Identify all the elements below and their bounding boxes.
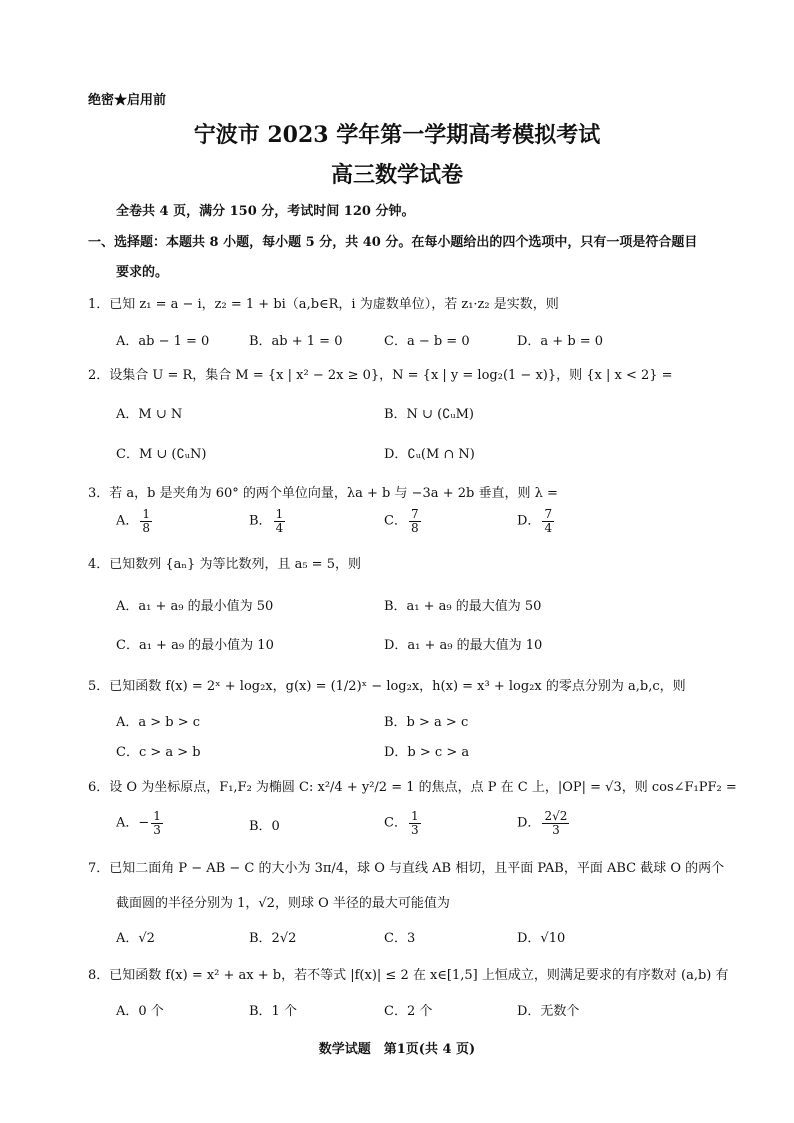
question-4-stem: 4．已知数列 {aₙ} 为等比数列，且 a₅ = 5，则: [88, 557, 361, 572]
q3-option-b-fraction: $\frac{1}{4}$: [275, 507, 284, 535]
q5-option-d: D．b > c > a: [384, 745, 470, 760]
q5-option-b: B．b > a > c: [384, 715, 469, 730]
q8-option-a: A．0 个: [116, 1004, 164, 1019]
q6-option-a-fraction: $\frac{1}{3}$: [153, 809, 161, 837]
q3-option-b-label: B．: [249, 513, 272, 529]
section-heading: 一、选择题：本题共 8 小题，每小题 5 分，共 40 分。在每小题给出的四个选项中，只有一项是符合题目: [88, 235, 698, 250]
confidential-label: 绝密★启用前: [88, 93, 167, 108]
q6-option-c: [384, 810, 423, 836]
q3-option-a-label: A．: [116, 513, 139, 529]
question-8-stem: 8．已知函数 f(x) = x² + ax + b，若不等式 |f(x)| ≤ 2 在 x∈[1,5] 上恒成立，则满足要求的有序数对 (a,b) 有: [88, 968, 729, 983]
q2-option-d: D．∁ᵤ(M ∩ N): [384, 447, 475, 462]
q1-option-a: A．ab − 1 = 0: [116, 334, 210, 349]
q6-option-c-label: C．: [384, 815, 407, 831]
question-6-stem: 6．设 O 为坐标原点，F₁,F₂ 为椭圆 C: x²/4 + y²/2 = 1 的焦点，点 P 在 C 上，|OP| = √3，则 cos∠F₁PF₂ =: [88, 780, 737, 795]
q6-option-a: [116, 810, 165, 836]
exam-instructions: 全卷共 4 页，满分 150 分，考试时间 120 分钟。: [116, 204, 415, 219]
q2-option-c: C．M ∪ (∁ᵤN): [116, 447, 207, 462]
question-1-stem: 1．已知 z₁ = a − i，z₂ = 1 + bi（a,b∈R，i 为虚数单位），若 z₁·z₂ 是实数，则: [88, 297, 559, 312]
q7-option-a: A．√2: [116, 931, 155, 946]
q4-option-d: D．a₁ + a₉ 的最大值为 10: [384, 638, 543, 653]
q1-option-c: C．a − b = 0: [384, 334, 470, 349]
q4-option-c: C．a₁ + a₉ 的最小值为 10: [116, 638, 274, 653]
q1-option-b: B．ab + 1 = 0: [249, 334, 343, 349]
q3-option-c-label: C．: [384, 513, 407, 529]
question-3-stem: 3．若 a，b 是夹角为 60° 的两个单位向量，λa + b 与 −3a + 2b 垂直，则 λ =: [88, 486, 558, 501]
page-footer: 数学试题 第1页(共 4 页): [318, 1042, 476, 1057]
q5-option-c: C．c > a > b: [116, 745, 201, 760]
q7-option-c: C．3: [384, 931, 416, 946]
q6-option-d-label: D．: [517, 815, 541, 831]
q6-option-a-label: A．−: [116, 815, 150, 831]
q3-option-d-fraction: $\frac{7}{4}$: [544, 507, 553, 535]
q8-option-b: B．1 个: [249, 1004, 297, 1019]
q3-option-b: [249, 508, 287, 534]
q6-option-c-fraction: $\frac{1}{3}$: [410, 809, 419, 837]
q4-option-a: A．a₁ + a₉ 的最小值为 50: [116, 599, 274, 614]
q8-option-c: C．2 个: [384, 1004, 433, 1019]
exam-subtitle: 高三数学试卷: [330, 162, 463, 188]
q2-option-a: A．M ∪ N: [116, 407, 183, 422]
q3-option-a: [116, 508, 154, 534]
q3-option-d: [517, 508, 556, 534]
q6-option-b-label: B．0: [249, 819, 280, 834]
question-2-stem: 2．设集合 U = R，集合 M = {x | x² − 2x ≥ 0}，N = {x | y = log₂(1 − x)}，则 {x | x < 2} =: [88, 368, 673, 383]
q6-option-d: [517, 810, 571, 836]
q2-option-b: B．N ∪ (∁ᵤM): [384, 407, 474, 422]
question-5-stem: 5．已知函数 f(x) = 2ˣ + log₂x，g(x) = (1/2)ˣ − log₂x，h(x) = x³ + log₂x 的零点分别为 a,b,c，则: [88, 679, 686, 694]
q3-option-c-fraction: $\frac{7}{8}$: [410, 507, 419, 535]
q3-option-a-fraction: $\frac{1}{8}$: [142, 507, 151, 535]
q3-option-d-label: D．: [517, 513, 541, 529]
q3-option-c: [384, 508, 423, 534]
question-7-stem-cont: 截面圆的半径分别为 1，√2，则球 O 半径的最大可能值为: [116, 896, 450, 911]
q6-option-b: [249, 815, 280, 834]
q7-option-d: D．√10: [517, 931, 566, 946]
q6-option-d-fraction: $\frac{2√2}{3}$: [544, 809, 568, 837]
exam-title: 宁波市 2023 学年第一学期高考模拟考试: [193, 122, 601, 148]
section-heading-cont: 要求的。: [116, 265, 169, 280]
q4-option-b: B．a₁ + a₉ 的最大值为 50: [384, 599, 542, 614]
q7-option-b: B．2√2: [249, 931, 297, 946]
q5-option-a: A．a > b > c: [116, 715, 201, 730]
q1-option-d: D．a + b = 0: [517, 334, 604, 349]
q8-option-d: D．无数个: [517, 1004, 580, 1019]
question-7-stem: 7．已知二面角 P − AB − C 的大小为 3π/4，球 O 与直线 AB 相切，且平面 PAB，平面 ABC 截球 O 的两个: [88, 861, 725, 876]
